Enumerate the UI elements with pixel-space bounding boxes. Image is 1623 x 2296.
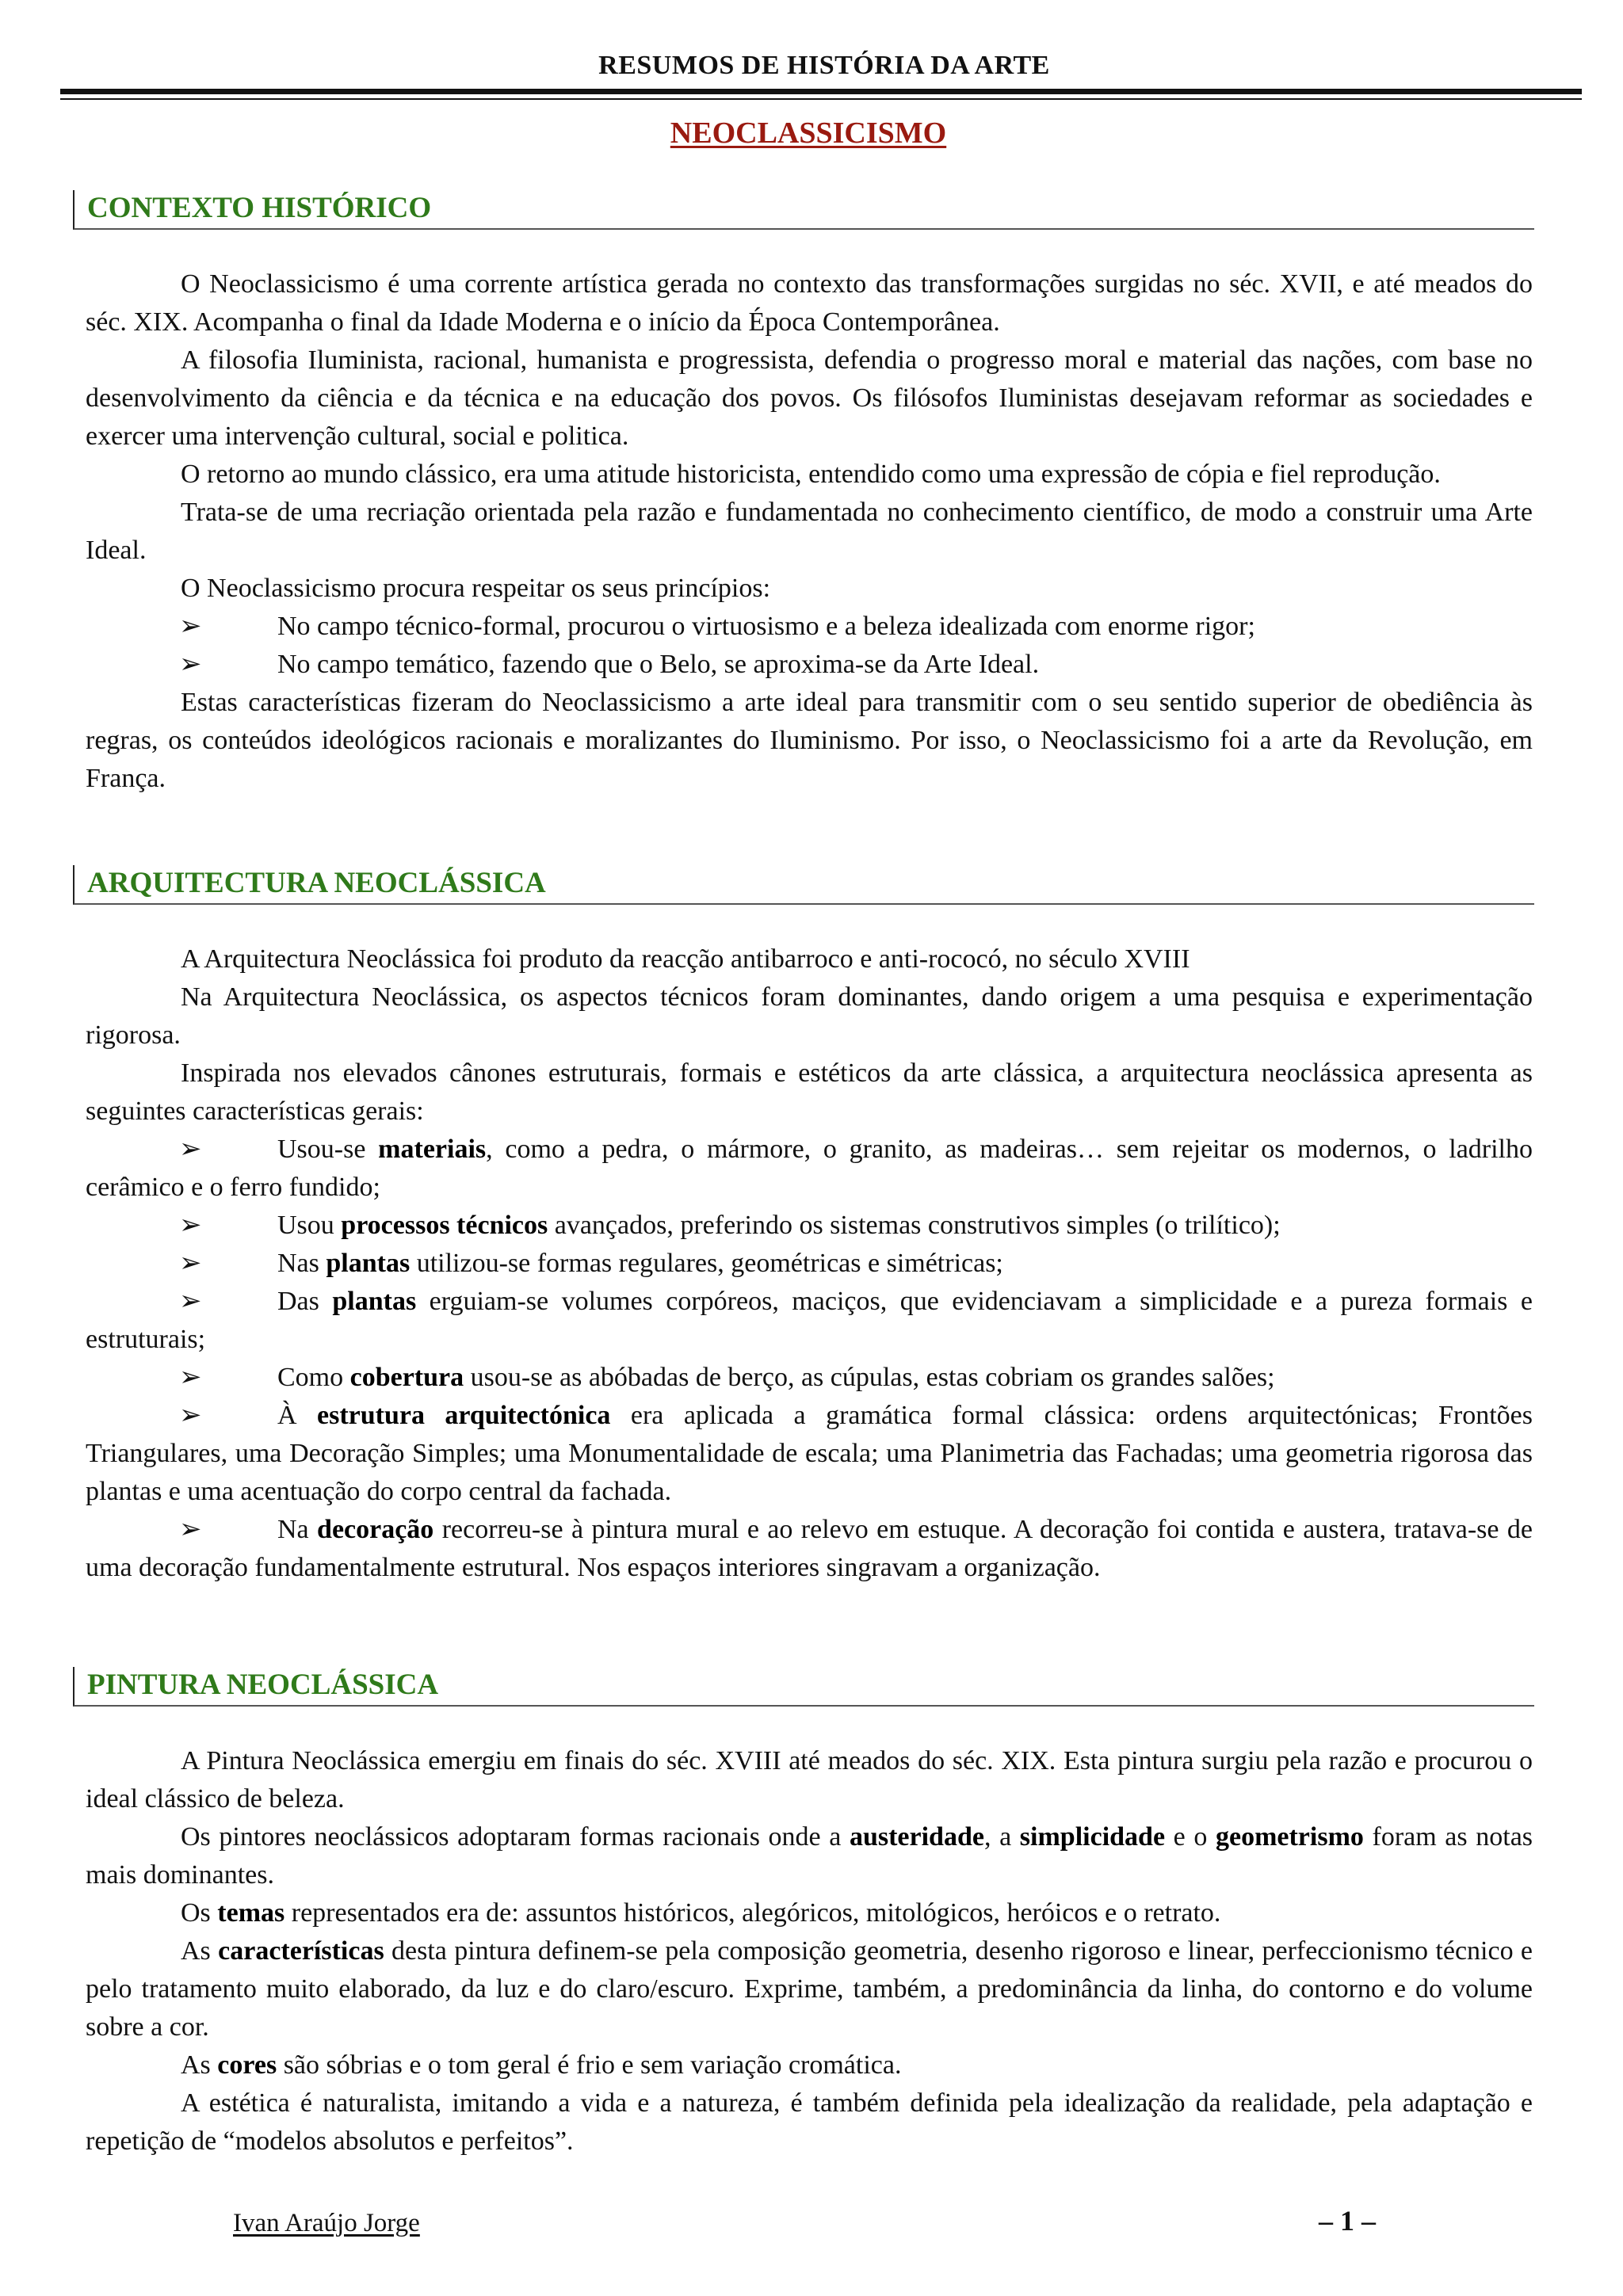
bullet-item: ➢ Das plantas erguiam-se volumes corpóreos, maciços, que evidenciavam a simplicidade e a pureza formais e estruturais;	[86, 1283, 1533, 1359]
section-heading-text: CONTEXTO HISTÓRICO	[87, 192, 432, 224]
bullet-item: ➢ Nas plantas utilizou-se formas regulares, geométricas e simétricas;	[86, 1245, 1533, 1283]
paragraph: A filosofia Iluminista, racional, humanista e progressista, defendia o progresso moral e material das nações, com base no desenvolvimento da ciência e da técnica e na educação dos povos. Os filósofos Iluministas desejavam reformar as sociedades e exercer uma intervenção cultural, social e politica.	[86, 345, 1533, 451]
paragraph: O retorno ao mundo clássico, era uma atitude historicista, entendido como uma expressão de cópia e fiel reprodução.	[181, 460, 1441, 489]
bullet-item: ➢ Usou processos técnicos avançados, preferindo os sistemas construtivos simples (o trilítico);	[86, 1207, 1533, 1245]
arrowhead-bullet-icon: ➢	[179, 1401, 202, 1430]
bullet-item: ➢ Na decoração recorreu-se à pintura mural e ao relevo em estuque. A decoração foi contida e austera, tratava-se de uma decoração fundamentalmente estrutural. Nos espaços interiores singravam a organização.	[86, 1511, 1533, 1587]
paragraph: Trata-se de uma recriação orientada pela razão e fundamentada no conhecimento científico, de modo a construir uma Arte Ideal.	[86, 498, 1533, 565]
paragraph: Estas características fizeram do Neoclassicismo a arte ideal para transmitir com o seu sentido superior de obediência às regras, os conteúdos ideológicos racionais e moralizantes do Iluminismo. Por isso, o Neoclassicismo foi a arte da Revolução, em França.	[86, 688, 1533, 793]
section-body-contexto	[86, 265, 1533, 798]
paragraph: Inspirada nos elevados cânones estruturais, formais e estéticos da arte clássica, a arquitectura neoclássica apresenta as seguintes características gerais:	[86, 1058, 1533, 1126]
bullet-item: ➢ Como cobertura usou-se as abóbadas de berço, as cúpulas, estas cobriam os grandes salões;	[86, 1359, 1533, 1397]
arrowhead-bullet-icon: ➢	[179, 1515, 202, 1544]
arrowhead-bullet-icon: ➢	[179, 1135, 202, 1164]
paragraph: A estética é naturalista, imitando a vida e a natureza, é também definida pela idealização da realidade, pela adaptação e repetição de “modelos absolutos e perfeitos”.	[86, 2088, 1533, 2156]
paragraph: A Pintura Neoclássica emergiu em finais do séc. XVIII até meados do séc. XIX. Esta pintura surgiu pela razão e procurou o ideal clássico de beleza.	[86, 1746, 1533, 1814]
arrowhead-bullet-icon: ➢	[179, 1287, 202, 1316]
section-heading-arquitectura	[73, 865, 1534, 905]
paragraph: O Neoclassicismo é uma corrente artística gerada no contexto das transformações surgidas no séc. XVII, e até meados do séc. XIX. Acompanha o final da Idade Moderna e o início da Época Contemporânea.	[86, 269, 1533, 337]
arrowhead-bullet-icon: ➢	[179, 1249, 202, 1278]
paragraph: As características desta pintura definem-se pela composição geometria, desenho rigoroso e linear, perfeccionismo técnico e pelo tratamento muito elaborado, da luz e do claro/escuro. Exprime, também, a predominância da linha, do contorno e do volume sobre a cor.	[86, 1936, 1533, 2042]
header-rule-thin	[60, 98, 1582, 100]
arrowhead-bullet-icon: ➢	[179, 650, 202, 679]
section-heading-text: ARQUITECTURA NEOCLÁSSICA	[87, 867, 546, 899]
section-heading-contexto	[73, 190, 1534, 230]
paragraph: Os pintores neoclássicos adoptaram formas racionais onde a austeridade, a simplicidade e o geometrismo foram as notas mais dominantes.	[86, 1822, 1533, 1890]
arrowhead-bullet-icon: ➢	[179, 612, 202, 641]
section-body-pintura	[86, 1742, 1533, 2161]
paragraph: Na Arquitectura Neoclássica, os aspectos técnicos foram dominantes, dando origem a uma pesquisa e experimentação rigorosa.	[86, 982, 1533, 1050]
paragraph: A Arquitectura Neoclássica foi produto da reacção antibarroco e anti-rococó, no século XVIII	[181, 944, 1190, 974]
paragraph: O Neoclassicismo procura respeitar os seus princípios:	[181, 574, 771, 603]
arrowhead-bullet-icon: ➢	[179, 1363, 202, 1392]
bullet-item: ➢ No campo temático, fazendo que o Belo, se aproxima-se da Arte Ideal.	[86, 646, 1533, 684]
chapter-title: NEOCLASSICISMO	[670, 116, 947, 150]
section-body-arquitectura	[86, 940, 1533, 1587]
bullet-item: ➢ No campo técnico-formal, procurou o virtuosismo e a beleza idealizada com enorme rigor;	[86, 608, 1533, 646]
bullet-item: ➢ Usou-se materiais, como a pedra, o mármore, o granito, as madeiras… sem rejeitar os modernos, o ladrilho cerâmico e o ferro fundido;	[86, 1131, 1533, 1207]
bullet-item: ➢ À estrutura arquitectónica era aplicada a gramática formal clássica: ordens arquitectónicas; Frontões Triangulares, uma Decoração Simples; uma Monumentalidade de escala; uma Planimetria das Fachadas; uma geometria rigorosa das plantas e uma acentuação do corpo central da fachada.	[86, 1397, 1533, 1511]
page-number: – 1 –	[1319, 2205, 1376, 2237]
paragraph: Os temas representados era de: assuntos históricos, alegóricos, mitológicos, heróicos e o retrato.	[181, 1898, 1221, 1928]
section-heading-text: PINTURA NEOCLÁSSICA	[87, 1669, 439, 1701]
document-title: RESUMOS DE HISTÓRIA DA ARTE	[598, 51, 1050, 80]
footer-author: Ivan Araújo Jorge	[233, 2209, 420, 2237]
arrowhead-bullet-icon: ➢	[179, 1211, 202, 1240]
section-heading-pintura	[73, 1667, 1534, 1707]
header-rule-thick	[60, 89, 1582, 94]
paragraph: As cores são sóbrias e o tom geral é frio e sem variação cromática.	[181, 2050, 902, 2080]
